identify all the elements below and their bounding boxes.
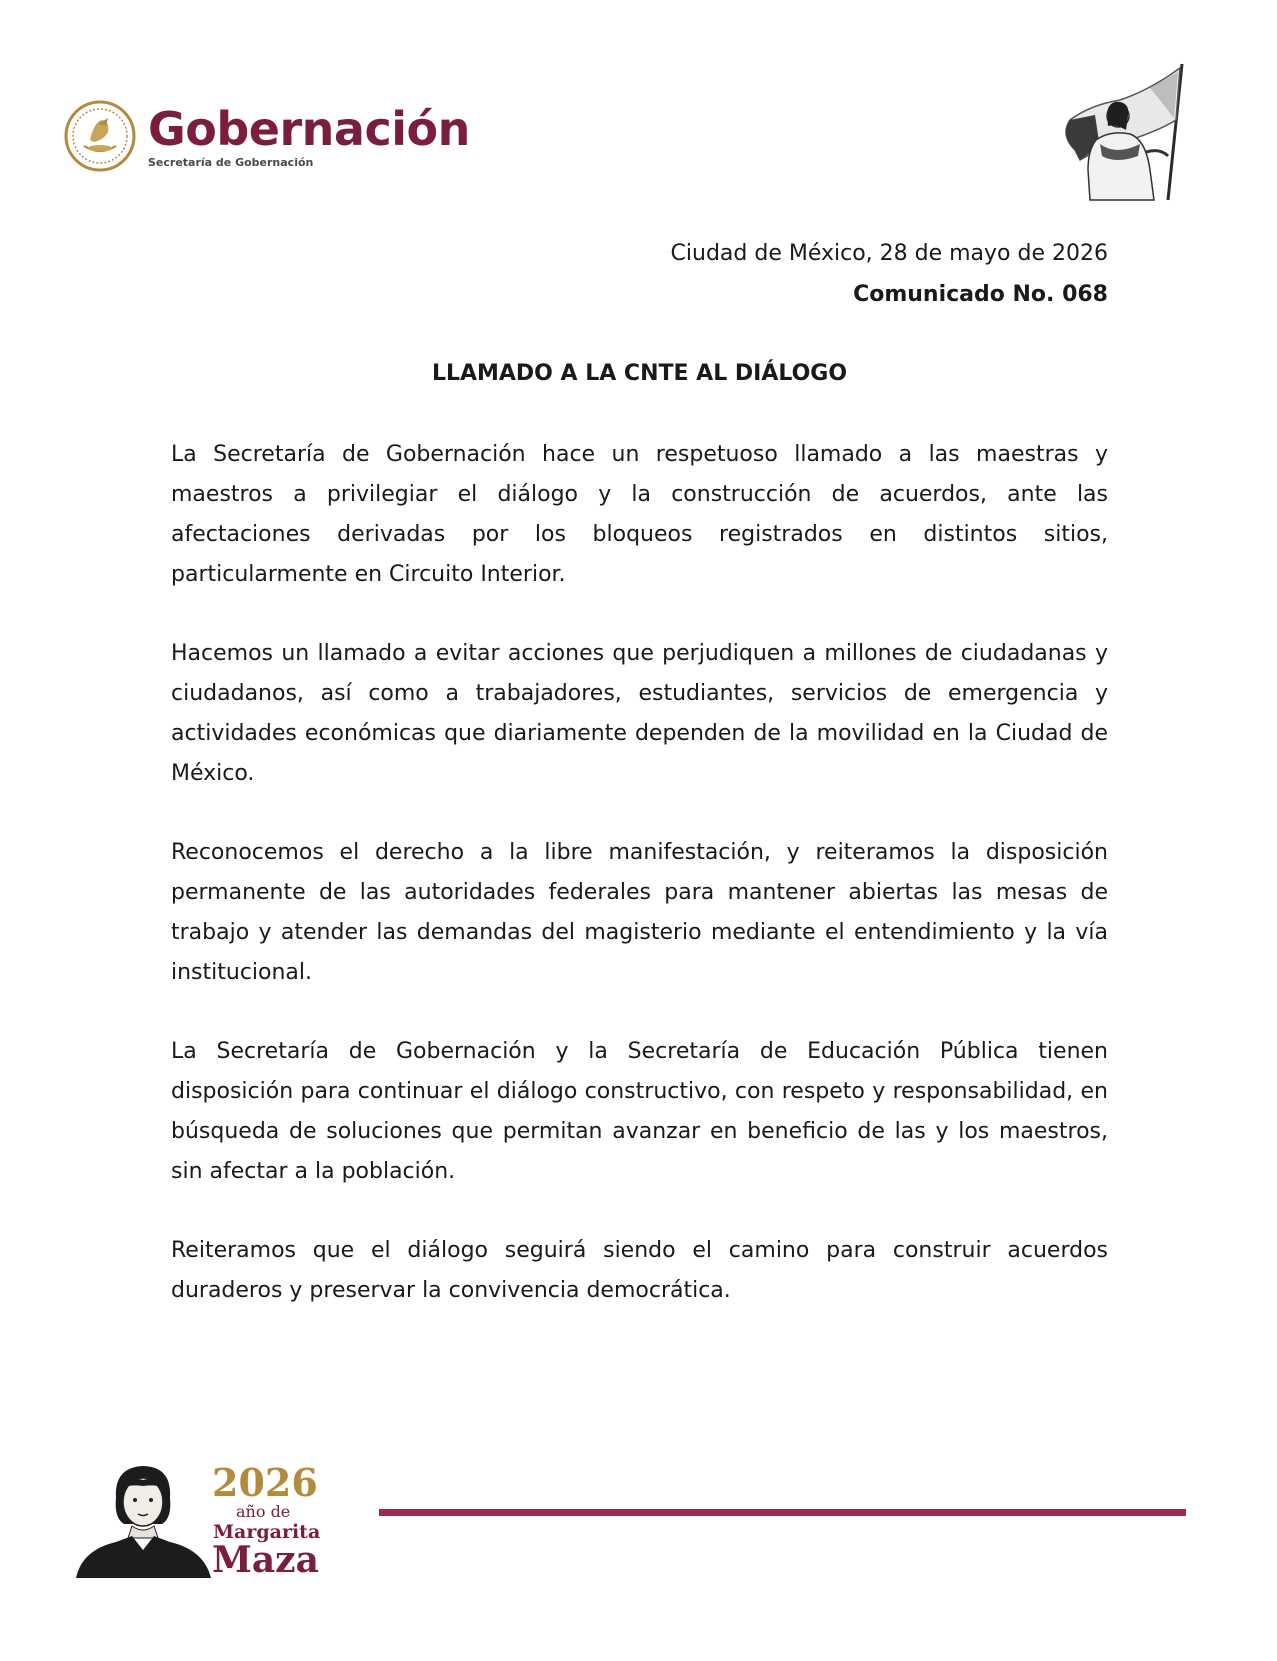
logo-title: Gobernación	[148, 101, 470, 156]
national-seal-icon	[64, 100, 136, 172]
footer-name-last: Maza	[212, 1539, 319, 1581]
gobernacion-logo	[64, 100, 470, 172]
footer-name-first: Margarita	[213, 1521, 321, 1543]
date-line: Ciudad de México, 28 de mayo de 2026	[670, 241, 1108, 266]
woman-with-flag-illustration	[1050, 60, 1200, 210]
footer-divider	[379, 1509, 1186, 1516]
paragraph: Hacemos un llamado a evitar acciones que perjudiquen a millones de ciudadanas y ciudadanos, así como a trabajadores, estudiantes, servicios de emergencia y actividades económicas que diariamente dependen de la movilidad en la Ciudad de México.	[171, 641, 1108, 786]
paragraph: Reiteramos que el diálogo seguirá siendo el camino para construir acuerdos duraderos y preservar la convivencia democrática.	[171, 1238, 1108, 1303]
footer-ano-de: año de	[236, 1502, 291, 1521]
footer-year: 2026	[212, 1460, 318, 1505]
document-body	[171, 435, 1108, 1350]
logo-subtitle: Secretaría de Gobernación	[148, 155, 314, 169]
comunicado-number: Comunicado No. 068	[853, 282, 1108, 307]
margarita-maza-portrait	[76, 1458, 211, 1578]
document-title: LLAMADO A LA CNTE AL DIÁLOGO	[431, 361, 848, 386]
paragraph: Reconocemos el derecho a la libre manifestación, y reiteramos la disposición permanente de las autoridades federales para mantener abiertas las mesas de trabajo y atender las demandas del magisterio mediante el entendimiento y la vía institucional.	[171, 840, 1108, 985]
paragraph: La Secretaría de Gobernación hace un respetuoso llamado a las maestras y maestros a privilegiar el diálogo y la construcción de acuerdos, ante las afectaciones derivadas por los bloqueos registrados en distintos sitios, particularmente en Circuito Interior.	[171, 442, 1108, 587]
paragraph: La Secretaría de Gobernación y la Secretaría de Educación Pública tienen disposición para continuar el diálogo constructivo, con respeto y responsabilidad, en búsqueda de soluciones que permitan avanzar en beneficio de las y los maestros, sin afectar a la población.	[171, 1039, 1108, 1184]
